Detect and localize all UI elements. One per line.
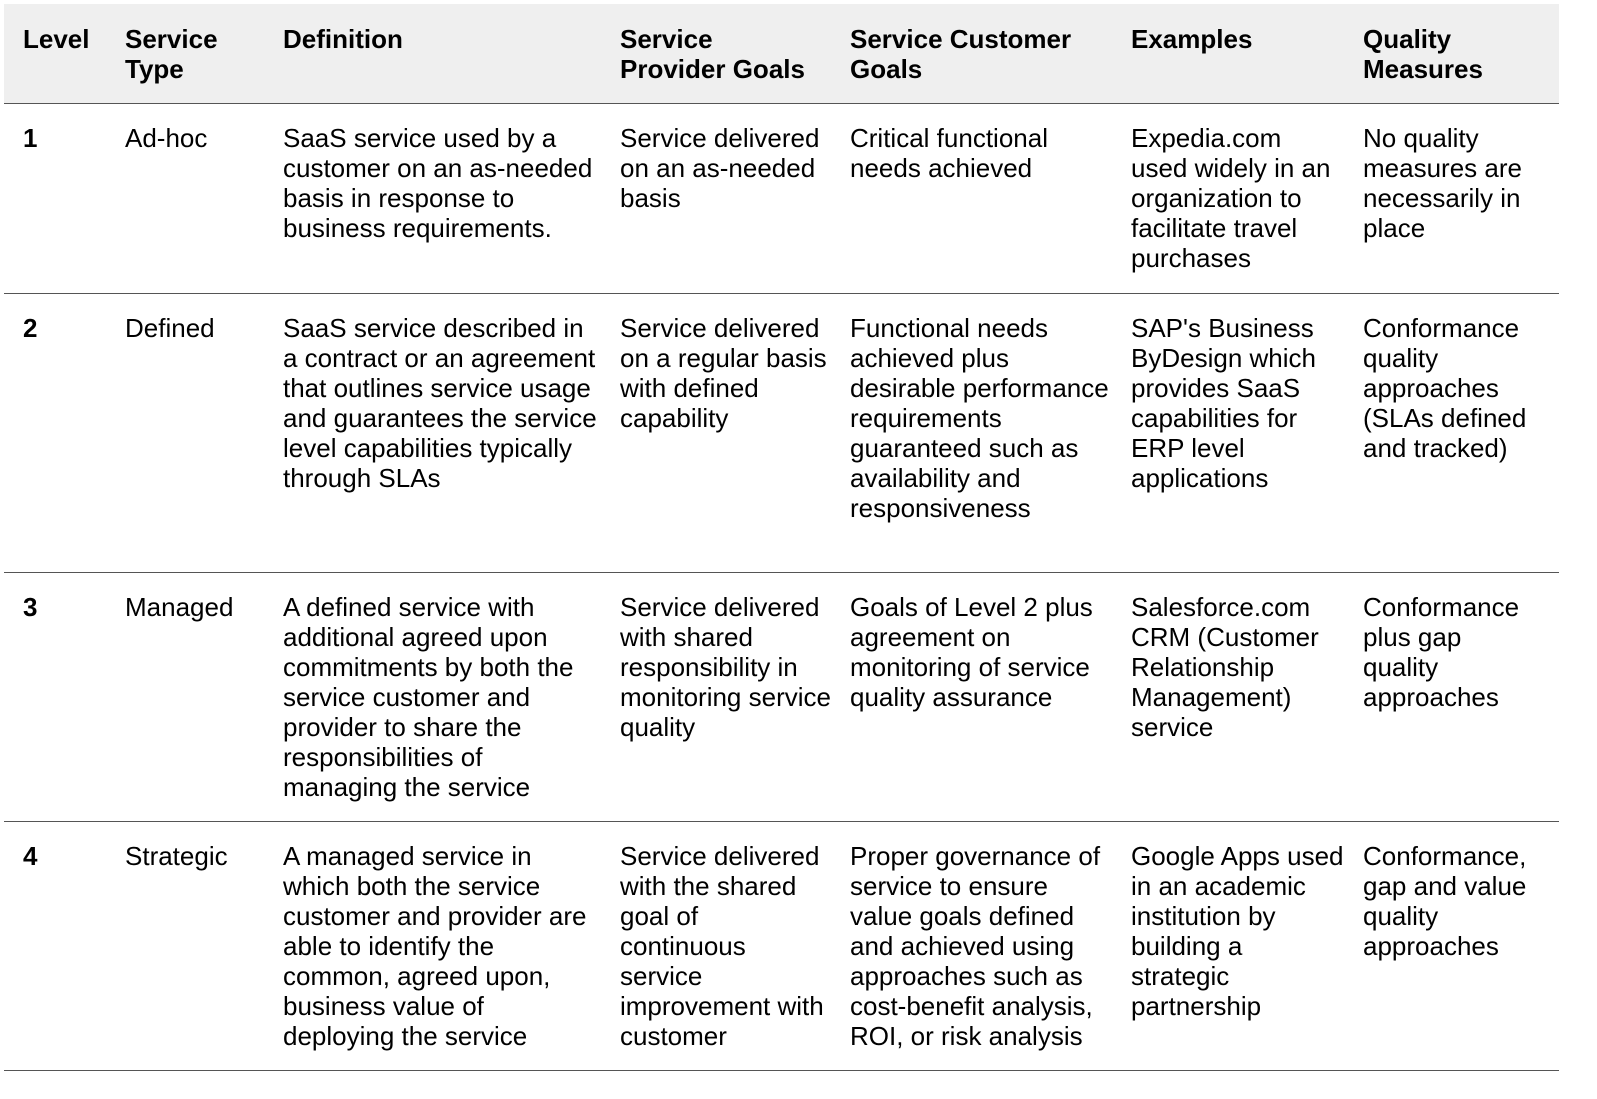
maturity-table-container — [4, 4, 1559, 1071]
examples-cell: Expedia.com used widely in an organization to facilitate travel purchases — [1112, 103, 1344, 293]
level-cell: 4 — [4, 821, 106, 1070]
examples-cell: Salesforce.com CRM (Customer Relationship Management) service — [1112, 572, 1344, 821]
definition-cell: SaaS service described in a contract or an agreement that outlines service usage and guarantees the service level capabilities typically through SLAs — [264, 293, 601, 572]
table-row — [4, 293, 1559, 572]
provider-goals-cell: Service delivered with the shared goal of continuous service improvement with customer — [601, 821, 831, 1070]
provider-goals-cell: Service delivered with shared responsibility in monitoring service quality — [601, 572, 831, 821]
service-type-cell: Ad-hoc — [106, 103, 264, 293]
service-type-cell: Defined — [106, 293, 264, 572]
level-cell: 3 — [4, 572, 106, 821]
customer-goals-cell: Critical functional needs achieved — [831, 103, 1112, 293]
customer-goals-cell: Goals of Level 2 plus agreement on monitoring of service quality assurance — [831, 572, 1112, 821]
header-definition: Definition — [264, 4, 601, 103]
definition-cell: A defined service with additional agreed upon commitments by both the service customer and provider to share the responsibilities of managing the service — [264, 572, 601, 821]
table-row — [4, 821, 1559, 1070]
provider-goals-cell: Service delivered on a regular basis with defined capability — [601, 293, 831, 572]
definition-cell: A managed service in which both the service customer and provider are able to identify the common, agreed upon, business value of deploying the service — [264, 821, 601, 1070]
quality-measures-cell: Conformance, gap and value quality approaches — [1344, 821, 1559, 1070]
definition-cell: SaaS service used by a customer on an as-needed basis in response to business requirements. — [264, 103, 601, 293]
header-examples: Examples — [1112, 4, 1344, 103]
customer-goals-cell: Proper governance of service to ensure value goals defined and achieved using approaches such as cost-benefit analysis, ROI, or risk analysis — [831, 821, 1112, 1070]
table-row — [4, 572, 1559, 821]
service-type-cell: Strategic — [106, 821, 264, 1070]
header-row — [4, 4, 1559, 103]
quality-measures-cell: Conformance quality approaches (SLAs defined and tracked) — [1344, 293, 1559, 572]
saas-maturity-table — [4, 4, 1559, 1071]
level-cell: 1 — [4, 103, 106, 293]
service-type-cell: Managed — [106, 572, 264, 821]
level-cell: 2 — [4, 293, 106, 572]
provider-goals-cell: Service delivered on an as-needed basis — [601, 103, 831, 293]
header-service-customer-goals: Service Customer Goals — [831, 4, 1112, 103]
examples-cell: Google Apps used in an academic institution by building a strategic partnership — [1112, 821, 1344, 1070]
header-service-provider-goals: Service Provider Goals — [601, 4, 831, 103]
table-header — [4, 4, 1559, 103]
table-body — [4, 103, 1559, 1070]
examples-cell: SAP's Business ByDesign which provides SaaS capabilities for ERP level applications — [1112, 293, 1344, 572]
header-quality-measures: Quality Measures — [1344, 4, 1559, 103]
customer-goals-cell: Functional needs achieved plus desirable performance requirements guaranteed such as availability and responsiveness — [831, 293, 1112, 572]
header-service-type: Service Type — [106, 4, 264, 103]
table-row — [4, 103, 1559, 293]
quality-measures-cell: Conformance plus gap quality approaches — [1344, 572, 1559, 821]
header-level: Level — [4, 4, 106, 103]
quality-measures-cell: No quality measures are necessarily in place — [1344, 103, 1559, 293]
